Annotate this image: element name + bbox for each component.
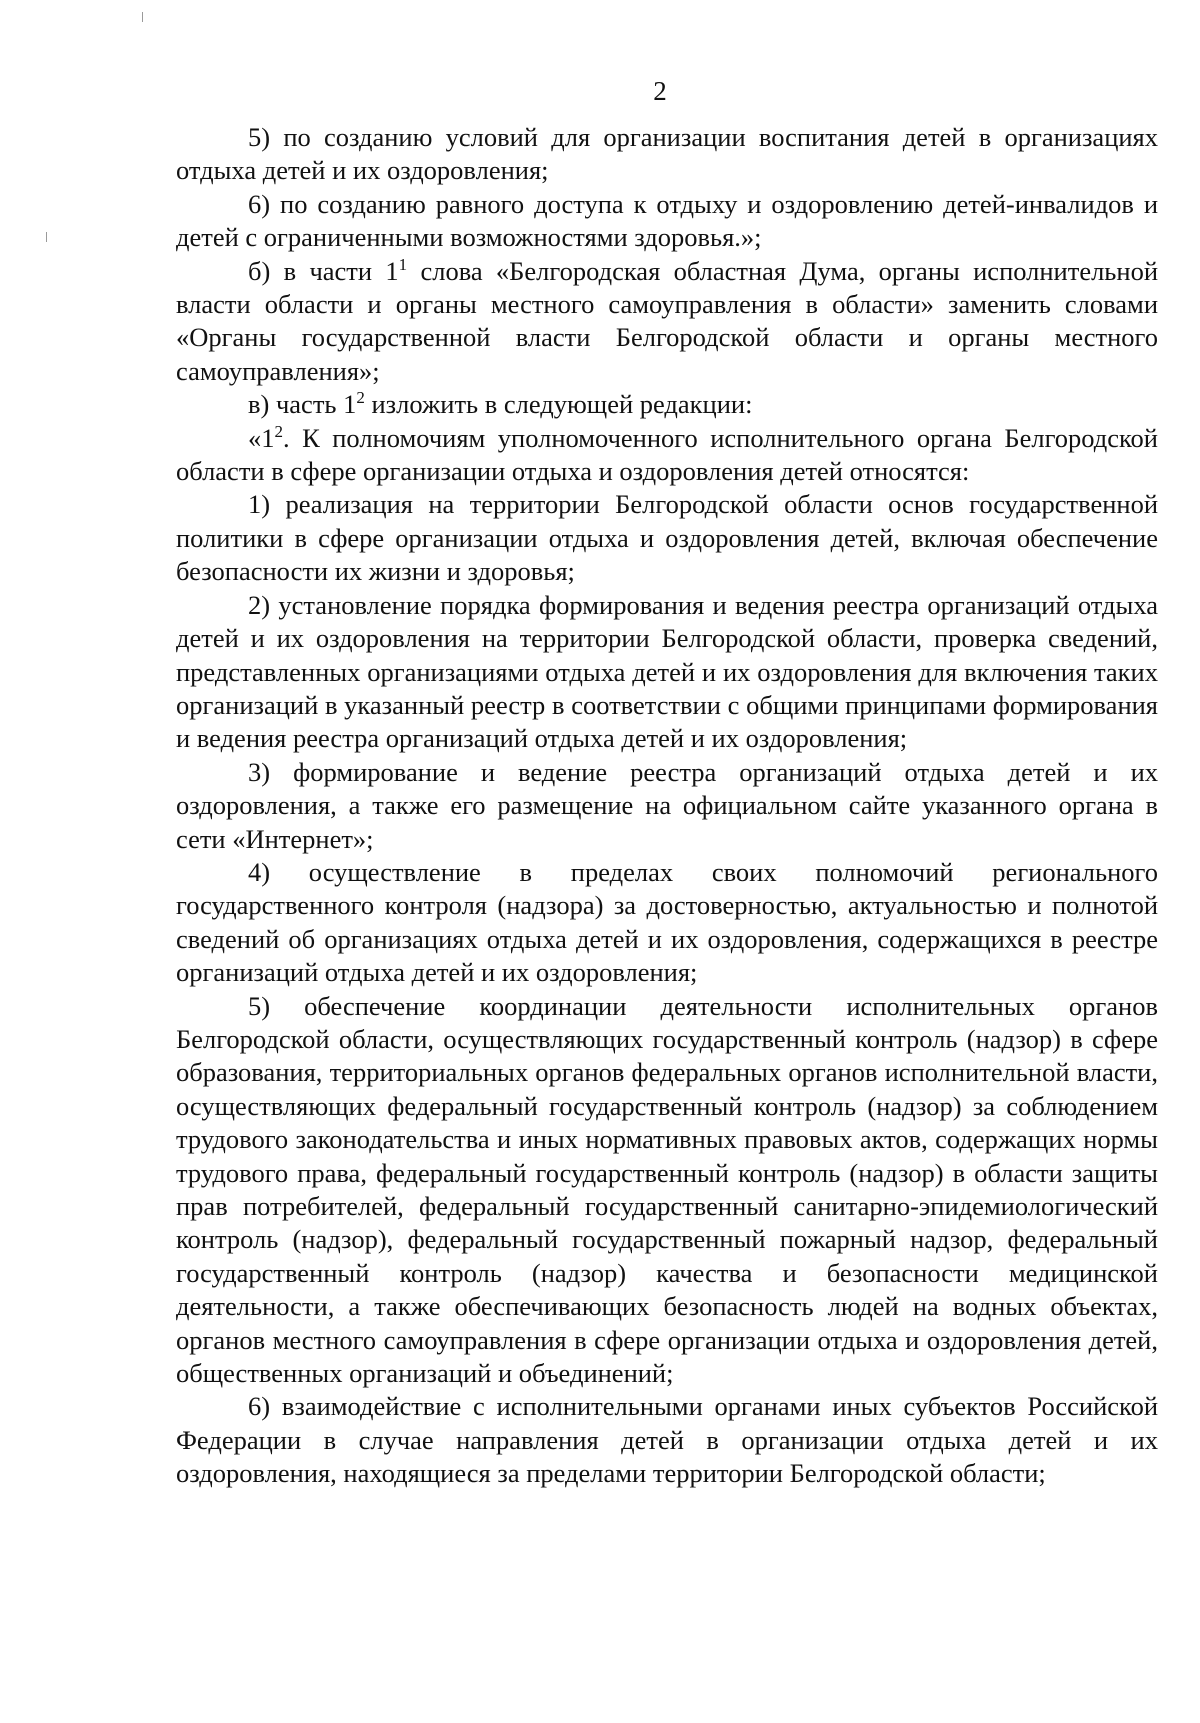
- paragraph-power-6: 6) взаимодействие с исполнительными органами иных субъектов Российской Федерации в случае направления детей в организации отдыха детей и их оздоровления, находящиеся за пределами территории Белгородской области;: [176, 1391, 1158, 1489]
- paragraph-powers-intro: «$1^2$. К полномочиям уполномоченного исполнительного органа Белгородской области в сфере организации отдыха и оздоровления детей относятся:: [176, 421, 1158, 487]
- superscript-index: 2: [274, 421, 283, 441]
- document-body: [176, 121, 1158, 1491]
- paragraph-power-3: 3) формирование и ведение реестра организаций отдыха детей и их оздоровления, а также его размещение на официальном сайте указанного органа в сети «Интернет»;: [176, 756, 1158, 854]
- paragraph-item-6-equal-access: 6) по созданию равного доступа к отдыху и оздоровлению детей-инвалидов и детей с ограниченными возможностями здоровья.»;: [176, 188, 1158, 253]
- paragraph-power-1: 1) реализация на территории Белгородской области основ государственной политики в сфере организации отдыха и оздоровления детей, включая обеспечение безопасности их жизни и здоровья;: [176, 489, 1158, 587]
- scan-edge-mark-left: [46, 232, 47, 242]
- page-number: 2: [653, 76, 667, 106]
- superscript-index: 2: [356, 388, 365, 408]
- paragraph-item-5-conditions: 5) по созданию условий для организации воспитания детей в организациях отдыха детей и их оздоровления;: [176, 122, 1158, 186]
- scan-edge-mark-top: [142, 12, 143, 22]
- paragraph-power-4: 4) осуществление в пределах своих полномочий регионального государственного контроля (надзора) за достоверностью, актуальностью и полнотой сведений об организациях отдыха детей и их оздоровления, содержащихся в реестре организаций отдыха детей и их оздоровления;: [176, 856, 1158, 988]
- paragraph-amendment-b: б) в части $1^1$ слова «Белгородская областная Дума, органы исполнительной власти области и органы местного самоуправления в области» заменить словами «Органы государственной власти Белгородской области и органы местного самоуправления»;: [176, 254, 1158, 386]
- superscript-index: 1: [398, 254, 408, 274]
- paragraph-amendment-v: в) часть $1^2$ изложить в следующей редакции:: [248, 388, 753, 420]
- paragraph-power-2: 2) установление порядка формирования и ведения реестра организаций отдыха детей и их оздоровления на территории Белгородской области, проверка сведений, представленных организациями отдыха детей и их оздоровления для включения таких организаций в указанный реестр в соответствии с общими принципами формирования и ведения реестра организаций отдыха детей и их оздоровления;: [176, 589, 1158, 754]
- paragraph-power-5: 5) обеспечение координации деятельности исполнительных органов Белгородской области, осуществляющих государственный контроль (надзор) в сфере образования, территориальных органов федеральных органов исполнительной власти, осуществляющих федеральный государственный контроль (надзор) за соблюдением трудового законодательства и иных нормативных правовых актов, содержащих нормы трудового права, федеральный государственный контроль (надзор) в области защиты прав потребителей, федеральный государственный санитарно-эпидемиологический контроль (надзор), федеральный государственный пожарный надзор, федеральный государственный контроль (надзор) качества и безопасности медицинской деятельности, а также обеспечивающих безопасность людей на водных объектах, органов местного самоуправления в сфере организации отдыха и оздоровления детей, общественных организаций и объединений;: [176, 990, 1158, 1389]
